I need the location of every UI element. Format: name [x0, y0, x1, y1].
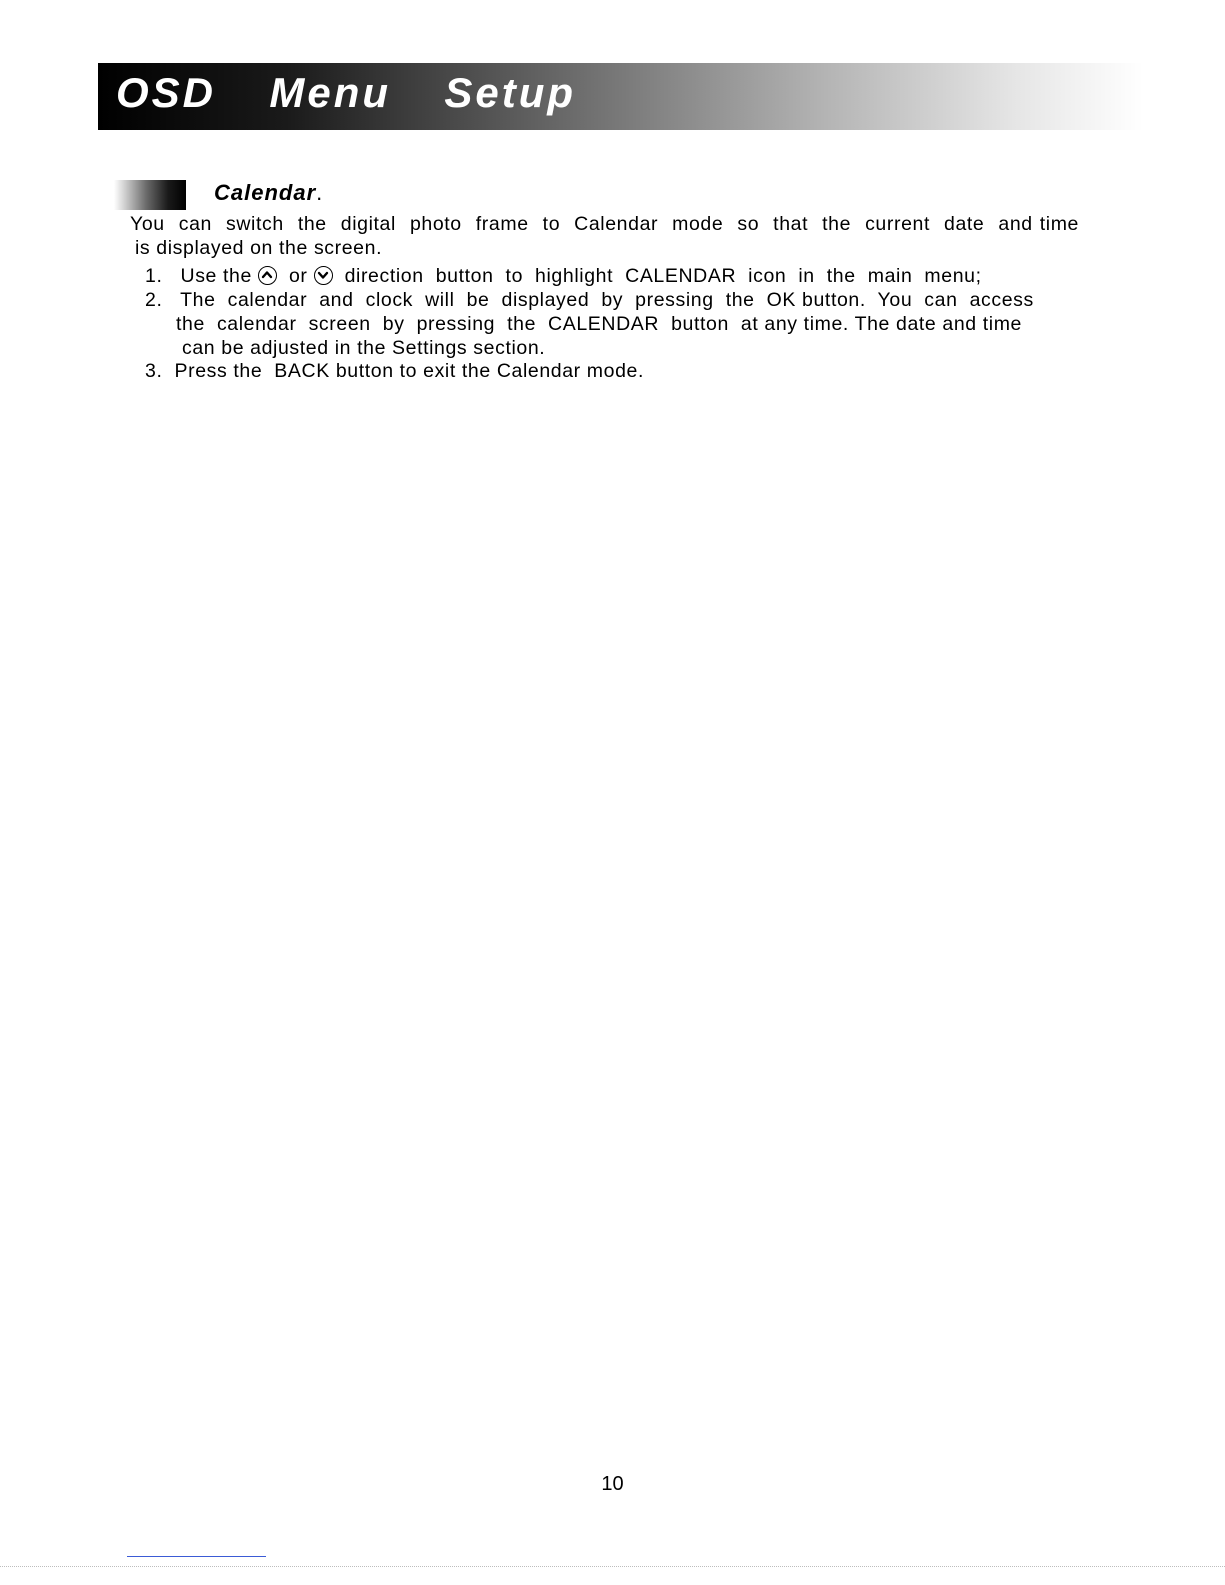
step-2-line-3: can be adjusted in the Settings section.	[182, 337, 546, 359]
up-arrow-circle-icon	[258, 266, 277, 285]
section-marker	[114, 180, 186, 210]
down-arrow-circle-icon	[314, 266, 333, 285]
step-1-prefix: 1. Use the	[145, 265, 258, 287]
step-1-mid: or	[276, 265, 314, 287]
step-3: 3. Press the BACK button to exit the Calendar mode.	[145, 360, 644, 382]
page-number: 10	[601, 1473, 624, 1495]
page-title: OSD Menu Setup	[116, 69, 577, 116]
intro-line-2: is displayed on the screen.	[135, 237, 383, 259]
section-heading	[214, 180, 322, 206]
step-2-line-1: 2. The calendar and clock will be displayed by pressing the OK button. You can access	[145, 289, 1034, 311]
step-1-suffix: direction button to highlight CALENDAR icon in the main menu;	[332, 265, 982, 287]
section-heading-text: Calendar	[214, 180, 317, 205]
section-heading-period: .	[316, 180, 323, 205]
footer-dotted-rule	[0, 1566, 1225, 1567]
footer-link-underline	[127, 1556, 266, 1557]
step-1	[145, 264, 982, 288]
step-2-line-2: the calendar screen by pressing the CALENDAR button at any time. The date and time	[176, 313, 1022, 335]
intro-line-1: You can switch the digital photo frame to Calendar mode so that the current date and time	[130, 213, 1079, 235]
header-banner	[98, 63, 1143, 130]
